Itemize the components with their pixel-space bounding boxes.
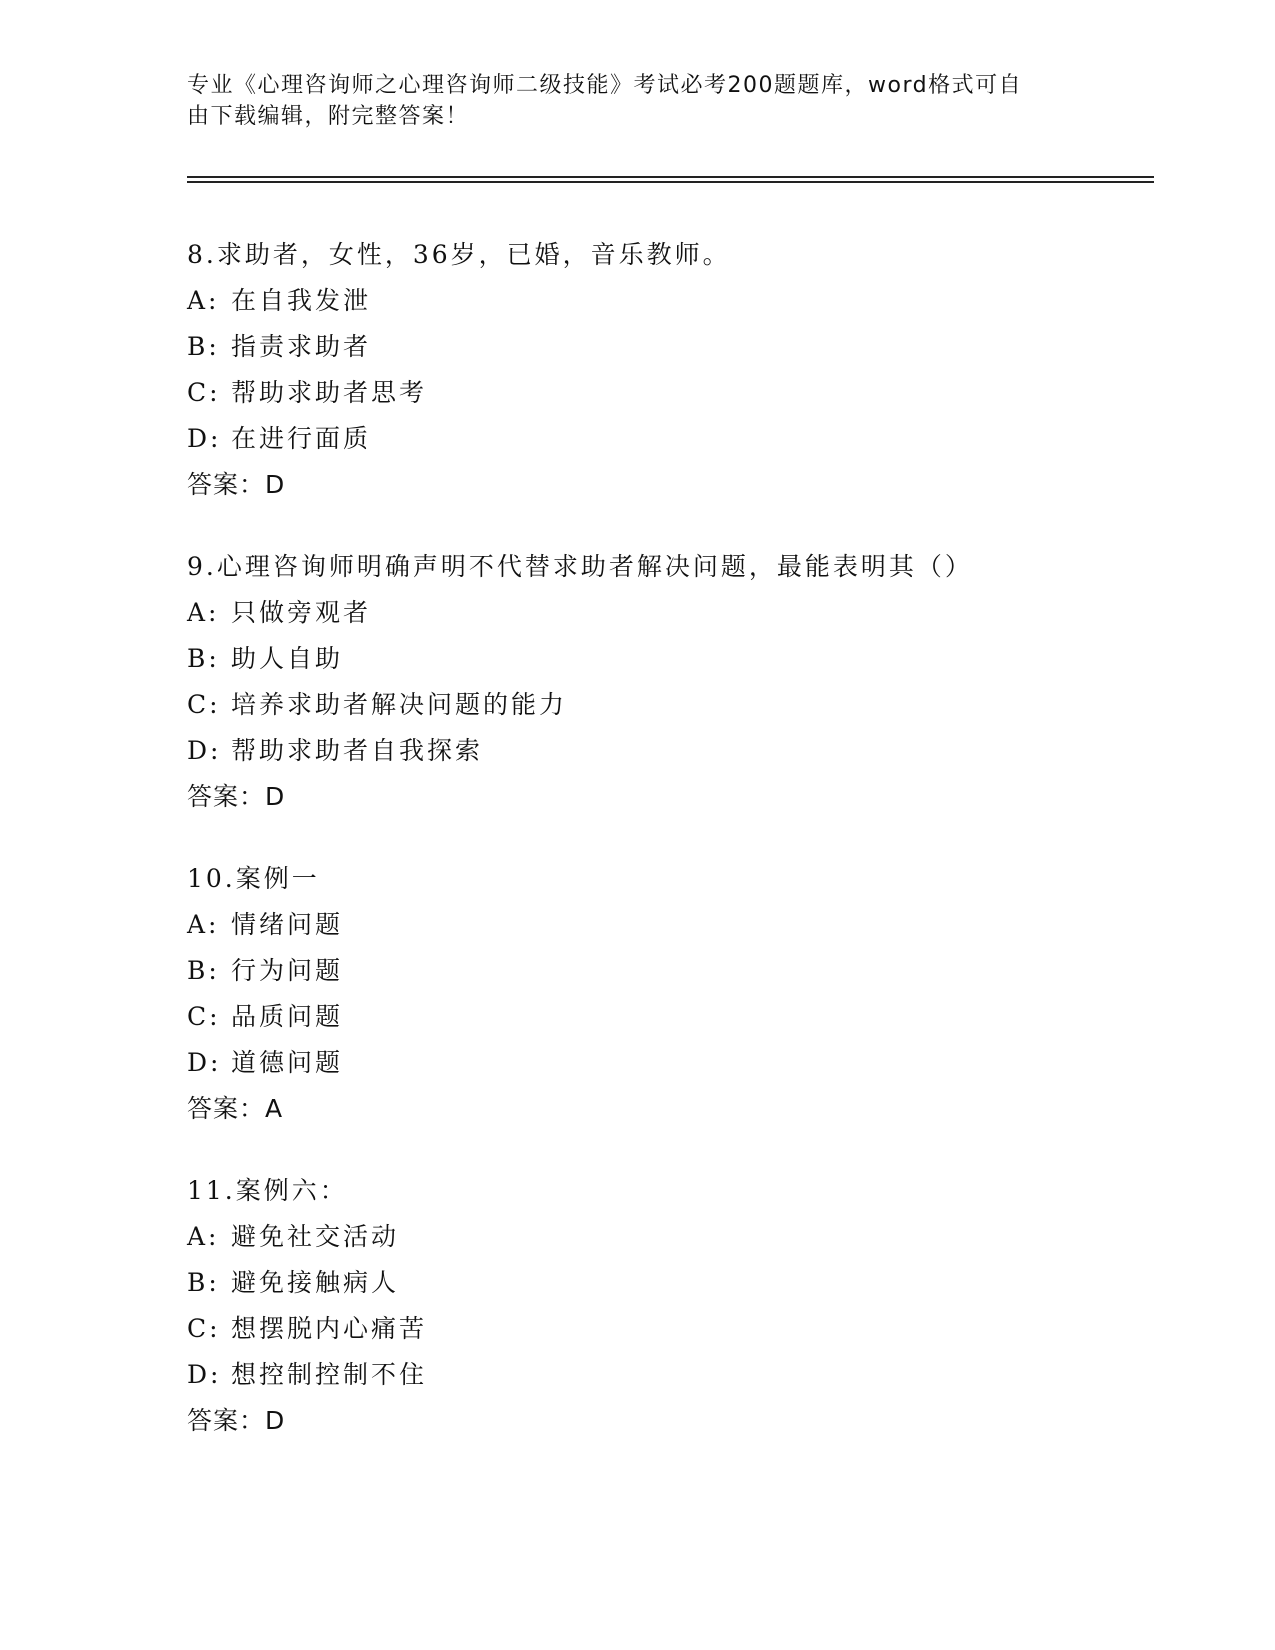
- option-c: [187, 370, 1167, 416]
- option-letter: B:: [187, 1268, 220, 1297]
- option-text: 品质问题: [231, 1002, 344, 1031]
- option-text: 助人自助: [231, 644, 344, 673]
- option-text: 帮助求助者自我探索: [231, 736, 484, 765]
- option-c: [187, 1306, 1167, 1352]
- option-text: 道德问题: [231, 1048, 344, 1077]
- option-b: [187, 1260, 1167, 1306]
- question-stem: 11.案例六：: [187, 1176, 348, 1205]
- option-letter: D:: [187, 1360, 222, 1389]
- option-text: 情绪问题: [231, 910, 344, 939]
- option-text: 在进行面质: [231, 424, 372, 453]
- header-line-2: 由下载编辑，附完整答案！: [187, 104, 470, 129]
- option-text: 行为问题: [231, 956, 344, 985]
- answer-line: 答案：D: [187, 1406, 286, 1435]
- option-letter: C:: [187, 1314, 221, 1343]
- question-8: [187, 232, 1167, 508]
- document-header: [187, 70, 1067, 132]
- question-10: [187, 856, 1167, 1132]
- answer-line: 答案：A: [187, 1094, 284, 1123]
- question-stem: 9.心理咨询师明确声明不代替求助者解决问题，最能表明其（）: [187, 552, 973, 581]
- option-letter: C:: [187, 690, 221, 719]
- question-11: [187, 1168, 1167, 1444]
- option-a: [187, 590, 1167, 636]
- option-a: [187, 1214, 1167, 1260]
- option-c: [187, 994, 1167, 1040]
- option-letter: B:: [187, 332, 220, 361]
- option-text: 避免社交活动: [231, 1222, 400, 1251]
- option-a: [187, 278, 1167, 324]
- question-stem: 8.求助者，女性，36岁，已婚，音乐教师。: [187, 240, 731, 269]
- option-letter: B:: [187, 644, 220, 673]
- question-stem: 10.案例一: [187, 864, 320, 893]
- option-text: 避免接触病人: [231, 1268, 400, 1297]
- header-line-1: 专业《心理咨询师之心理咨询师二级技能》考试必考200题题库，word格式可自: [187, 73, 1023, 98]
- option-letter: B:: [187, 956, 220, 985]
- option-letter: D:: [187, 736, 222, 765]
- option-d: [187, 1040, 1167, 1086]
- option-letter: A:: [187, 1222, 220, 1251]
- option-text: 想摆脱内心痛苦: [231, 1314, 428, 1343]
- option-letter: A:: [187, 598, 220, 627]
- option-c: [187, 682, 1167, 728]
- answer-line: 答案：D: [187, 470, 286, 499]
- option-letter: C:: [187, 378, 221, 407]
- option-text: 只做旁观者: [231, 598, 372, 627]
- option-text: 帮助求助者思考: [231, 378, 428, 407]
- option-letter: D:: [187, 424, 222, 453]
- header-divider-bottom: [187, 181, 1154, 183]
- option-text: 培养求助者解决问题的能力: [231, 690, 568, 719]
- option-b: [187, 324, 1167, 370]
- option-text: 指责求助者: [231, 332, 372, 361]
- question-9: [187, 544, 1167, 820]
- option-b: [187, 636, 1167, 682]
- option-b: [187, 948, 1167, 994]
- option-d: [187, 728, 1167, 774]
- option-letter: A:: [187, 286, 220, 315]
- option-letter: D:: [187, 1048, 222, 1077]
- option-a: [187, 902, 1167, 948]
- header-divider-top: [187, 176, 1154, 178]
- option-letter: C:: [187, 1002, 221, 1031]
- answer-line: 答案：D: [187, 782, 286, 811]
- option-d: [187, 1352, 1167, 1398]
- option-d: [187, 416, 1167, 462]
- question-list: [187, 232, 1167, 1480]
- option-letter: A:: [187, 910, 220, 939]
- option-text: 在自我发泄: [231, 286, 372, 315]
- option-text: 想控制控制不住: [231, 1360, 428, 1389]
